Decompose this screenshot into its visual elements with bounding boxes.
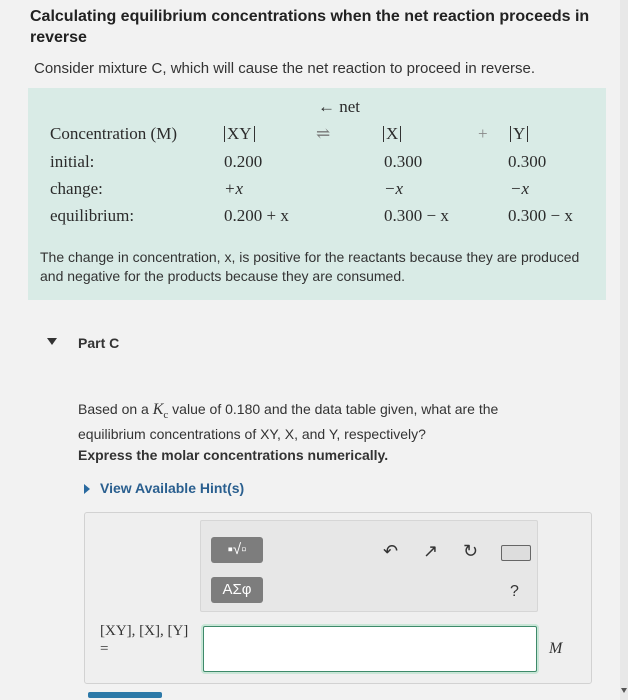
greek-symbols-label: ΑΣφ bbox=[222, 581, 252, 598]
row-initial-x: 0.300 bbox=[384, 152, 423, 171]
row-equilibrium-y: 0.300 − x bbox=[508, 206, 573, 225]
xy-header: XY bbox=[224, 124, 255, 144]
reset-icon[interactable]: ↻ bbox=[463, 541, 479, 561]
row-initial-xy: 0.200 bbox=[224, 152, 263, 171]
equilibrium-arrow: ⇌ bbox=[316, 124, 331, 143]
answer-label: [XY], [X], [Y] = bbox=[100, 623, 189, 657]
templates-icon: ▪√▫ bbox=[227, 541, 247, 558]
greek-symbols-button[interactable] bbox=[211, 577, 263, 603]
instruction-text: Express the molar concentrations numerically. bbox=[78, 447, 389, 463]
scroll-down-icon[interactable] bbox=[621, 688, 627, 693]
unit-label: M bbox=[549, 640, 563, 657]
row-equilibrium-xy: 0.200 + x bbox=[224, 206, 289, 225]
row-initial-y: 0.300 bbox=[508, 152, 547, 171]
help-icon[interactable]: ? bbox=[510, 583, 519, 600]
hint-caret-icon[interactable] bbox=[84, 484, 90, 494]
row-equilibrium-x: 0.300 − x bbox=[384, 206, 449, 225]
row-change-label: change: bbox=[50, 179, 103, 198]
y-header: Y bbox=[510, 124, 528, 144]
row-change-x: −x bbox=[384, 179, 404, 198]
page-title: Calculating equilibrium concentrations when the net reaction proceeds in reverse bbox=[30, 8, 590, 46]
row-equilibrium-label: equilibrium: bbox=[50, 206, 135, 225]
concentration-header: Concentration (M) bbox=[50, 124, 177, 143]
undo-icon[interactable]: ↶ bbox=[383, 541, 399, 561]
collapse-caret-icon[interactable] bbox=[47, 338, 57, 345]
row-initial-label: initial: bbox=[50, 152, 95, 171]
math-toolbar bbox=[200, 520, 538, 612]
templates-button[interactable] bbox=[211, 537, 263, 563]
scrollbar[interactable] bbox=[620, 0, 628, 700]
keyboard-icon[interactable] bbox=[501, 545, 531, 561]
net-direction-label: ← net bbox=[318, 97, 361, 116]
question-text: Based on a $K_c$ value of 0.180 and the data table given, what are the equilibrium concentrations of XY, X, and Y, respectively? bbox=[78, 401, 499, 442]
row-change-xy: +x bbox=[224, 179, 244, 198]
plus-sign: + bbox=[478, 124, 488, 143]
submit-button[interactable] bbox=[88, 692, 162, 698]
intro-text: Consider mixture C, which will cause the net reaction to proceed in reverse. bbox=[34, 60, 536, 77]
change-explanation: The change in concentration, x, is positive for the reactants because they are produced and negative for the products because they are consumed. bbox=[40, 249, 580, 284]
view-hints-link[interactable]: View Available Hint(s) bbox=[100, 480, 245, 496]
part-c-label[interactable]: Part C bbox=[78, 335, 120, 351]
x-header: X bbox=[383, 124, 401, 144]
row-change-y: −x bbox=[510, 179, 530, 198]
answer-input[interactable] bbox=[203, 626, 537, 672]
redo-icon[interactable]: ↗ bbox=[423, 541, 439, 561]
